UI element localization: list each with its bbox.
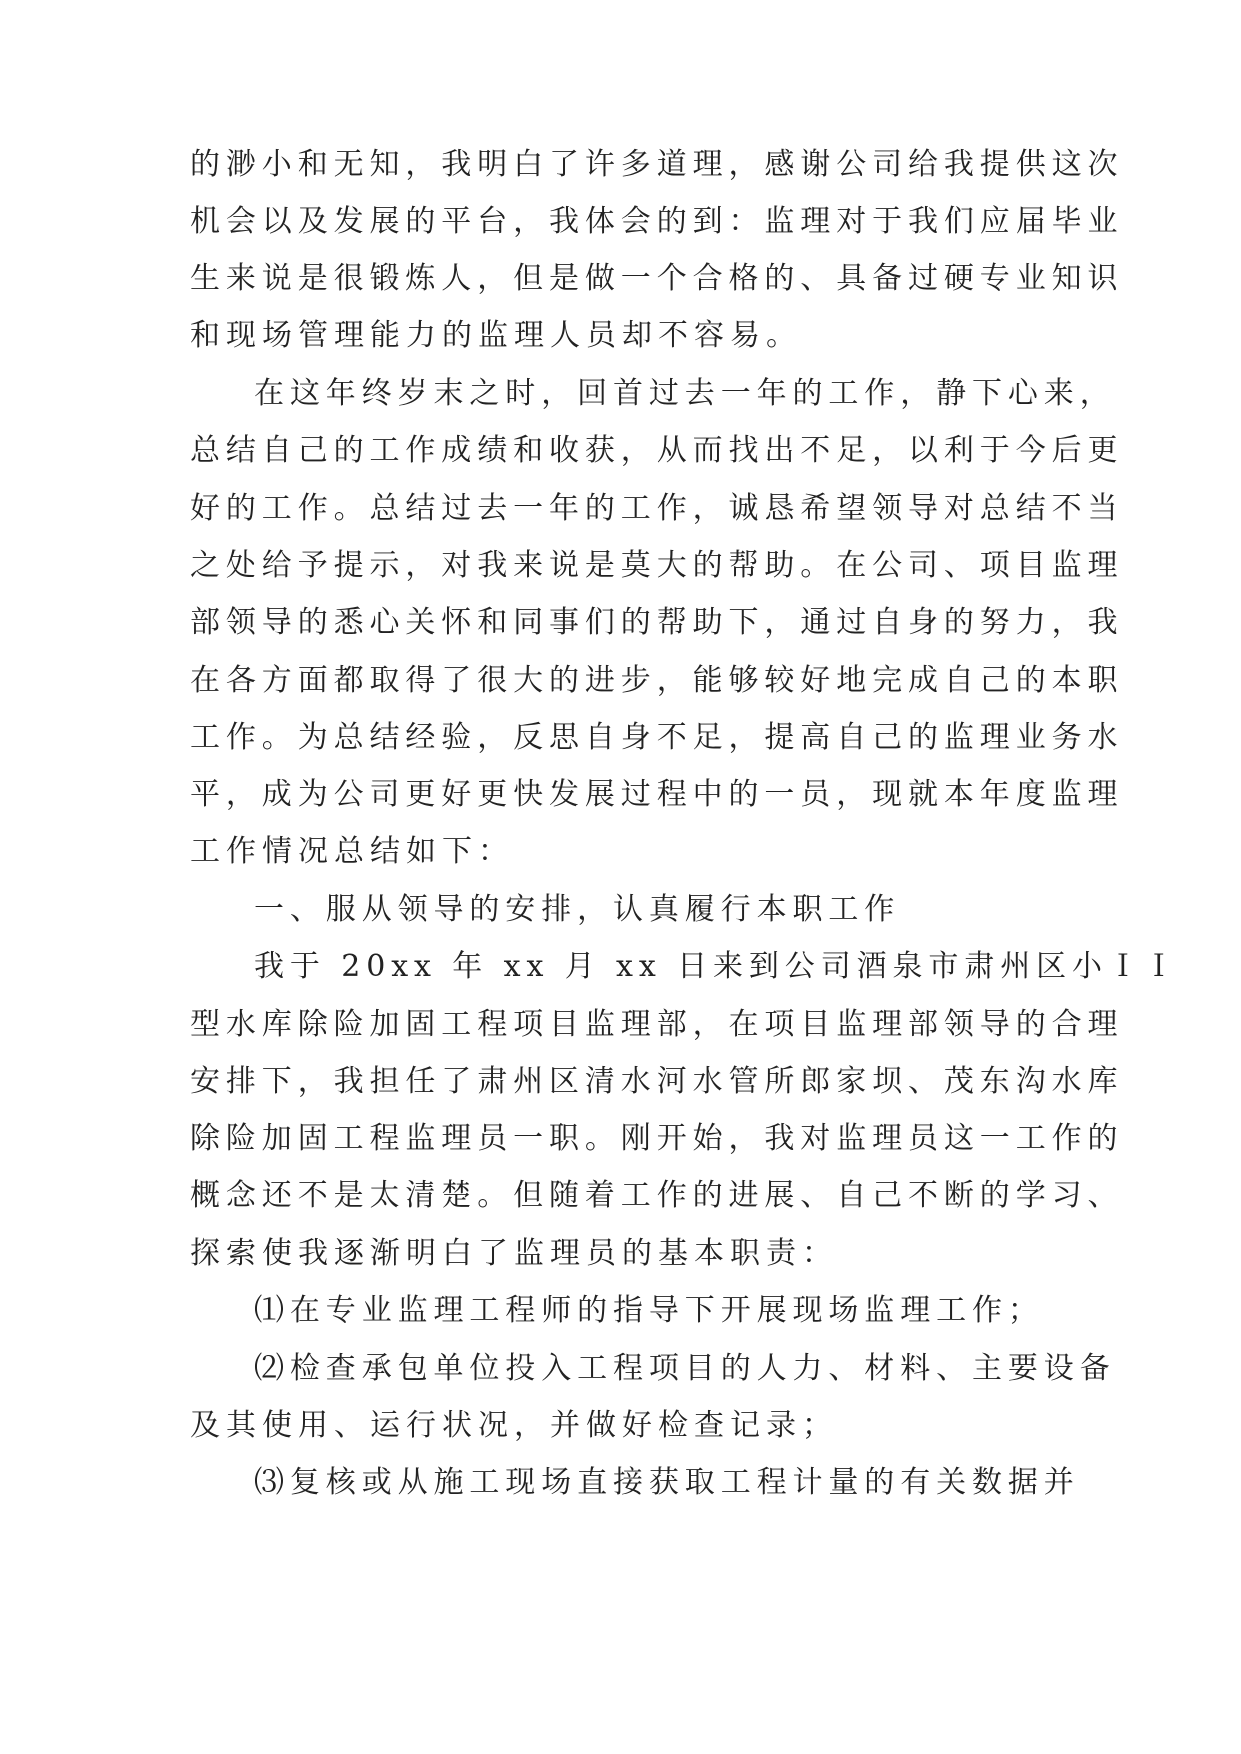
paragraph-start-line: 我于 20xx 年 xx 月 xx 日来到公司酒泉市肃州区小ＩＩ <box>254 949 1180 984</box>
text-line-6: 总结自己的工作成绩和收获，从而找出不足，以利于今后更 <box>190 433 1124 468</box>
list-item-2: ⑵检查承包单位投入工程项目的人力、材料、主要设备 <box>254 1351 1116 1386</box>
paragraph-start-line: 在这年终岁末之时，回首过去一年的工作，静下心来， <box>254 376 1116 411</box>
text-line-7: 好的工作。总结过去一年的工作，诚恳希望领导对总结不当 <box>190 491 1124 526</box>
text-line-19: 概念还不是太清楚。但随着工作的进展、自己不断的学习、 <box>190 1178 1124 1213</box>
text-line-2: 机会以及发展的平台，我体会的到：监理对于我们应届毕业 <box>190 204 1124 239</box>
text-line-3: 生来说是很锻炼人，但是做一个合格的、具备过硬专业知识 <box>190 261 1124 296</box>
text-line-16: 型水库除险加固工程项目监理部，在项目监理部领导的合理 <box>190 1007 1124 1042</box>
list-item-3: ⑶复核或从施工现场直接获取工程计量的有关数据并 <box>254 1465 1080 1500</box>
text-line-9: 部领导的悉心关怀和同事们的帮助下，通过自身的努力，我 <box>190 605 1124 640</box>
list-item-1: ⑴在专业监理工程师的指导下开展现场监理工作； <box>254 1293 1044 1328</box>
text-line-12: 平，成为公司更好更快发展过程中的一员，现就本年度监理 <box>190 777 1124 812</box>
text-line-8: 之处给予提示，对我来说是莫大的帮助。在公司、项目监理 <box>190 548 1124 583</box>
text-line-13: 工作情况总结如下： <box>190 834 514 869</box>
text-line-4: 和现场管理能力的监理人员却不容易。 <box>190 318 802 353</box>
text-line-20: 探索使我逐渐明白了监理员的基本职责： <box>190 1236 838 1271</box>
text-line-10: 在各方面都取得了很大的进步，能够较好地完成自己的本职 <box>190 663 1124 698</box>
text-line-1: 的渺小和无知，我明白了许多道理，感谢公司给我提供这次 <box>190 147 1124 182</box>
text-line-17: 安排下，我担任了肃州区清水河水管所郎家坝、茂东沟水库 <box>190 1064 1124 1099</box>
section-heading: 一、服从领导的安排，认真履行本职工作 <box>254 892 901 927</box>
text-line-18: 除险加固工程监理员一职。刚开始，我对监理员这一工作的 <box>190 1121 1124 1156</box>
list-item-2-continuation: 及其使用、运行状况，并做好检查记录； <box>190 1408 838 1443</box>
text-line-11: 工作。为总结经验，反思自身不足，提高自己的监理业务水 <box>190 720 1124 755</box>
